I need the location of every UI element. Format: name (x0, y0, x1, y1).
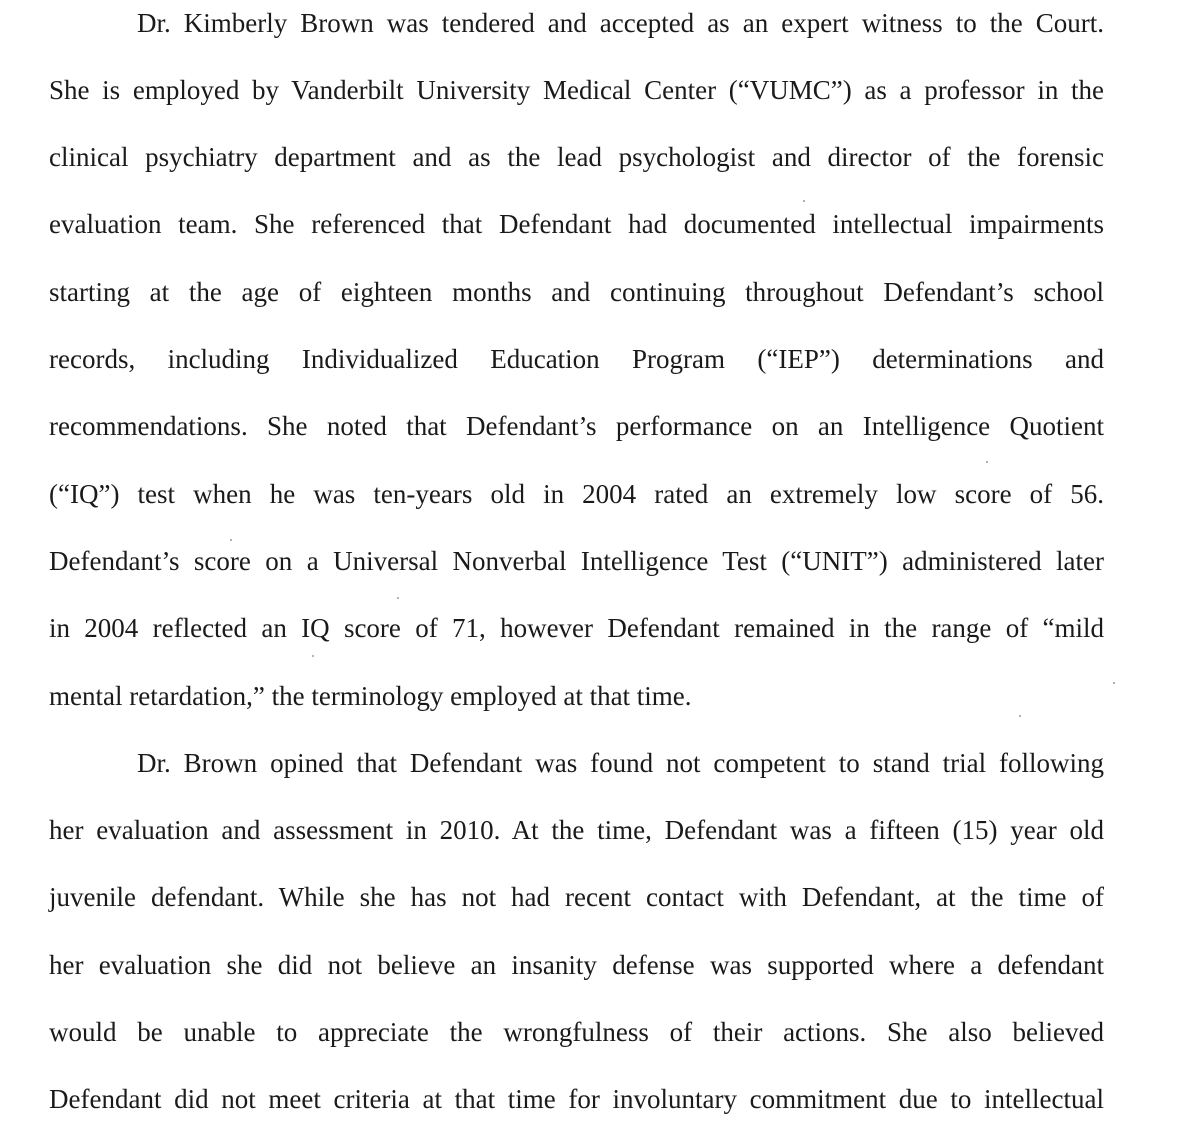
paragraph-line: She is employed by Vanderbilt University Medical Center (“VUMC”) as a professor in the (49, 75, 1104, 105)
scan-speck (803, 200, 805, 202)
paragraph-line: Defendant did not meet criteria at that time for involuntary commitment due to intellectual (49, 1084, 1104, 1114)
paragraph-line: Dr. Kimberly Brown was tendered and accepted as an expert witness to the Court. (137, 8, 1104, 38)
paragraph-line: (“IQ”) test when he was ten-years old in 2004 rated an extremely low score of 56. (49, 479, 1104, 509)
paragraph-line: evaluation team. She referenced that Defendant had documented intellectual impairments (49, 209, 1104, 239)
paragraph-line: in 2004 reflected an IQ score of 71, however Defendant remained in the range of “mild (49, 613, 1104, 643)
paragraph-line: Dr. Brown opined that Defendant was found not competent to stand trial following (137, 748, 1104, 778)
paragraph-line: Defendant’s score on a Universal Nonverbal Intelligence Test (“UNIT”) administered later (49, 546, 1104, 576)
scan-speck (986, 461, 988, 463)
paragraph-line: her evaluation and assessment in 2010. At the time, Defendant was a fifteen (15) year old (49, 815, 1104, 845)
paragraph-line: records, including Individualized Education Program (“IEP”) determinations and (49, 344, 1104, 374)
scan-speck (230, 539, 232, 541)
paragraph-line: clinical psychiatry department and as the lead psychologist and director of the forensic (49, 142, 1104, 172)
paragraph-line: starting at the age of eighteen months and continuing throughout Defendant’s school (49, 277, 1104, 307)
paragraph-last-line: mental retardation,” the terminology employed at that time. (49, 681, 692, 711)
scan-speck (312, 655, 314, 657)
paragraph-line: would be unable to appreciate the wrongfulness of their actions. She also believed (49, 1017, 1104, 1047)
paragraph-line: recommendations. She noted that Defendant’s performance on an Intelligence Quotient (49, 411, 1104, 441)
paragraph-line: her evaluation she did not believe an insanity defense was supported where a defendant (49, 950, 1104, 980)
scan-speck (1113, 682, 1115, 684)
scan-speck (1019, 715, 1021, 717)
scan-speck (397, 597, 399, 599)
paragraph-line: juvenile defendant. While she has not had recent contact with Defendant, at the time of (49, 882, 1104, 912)
